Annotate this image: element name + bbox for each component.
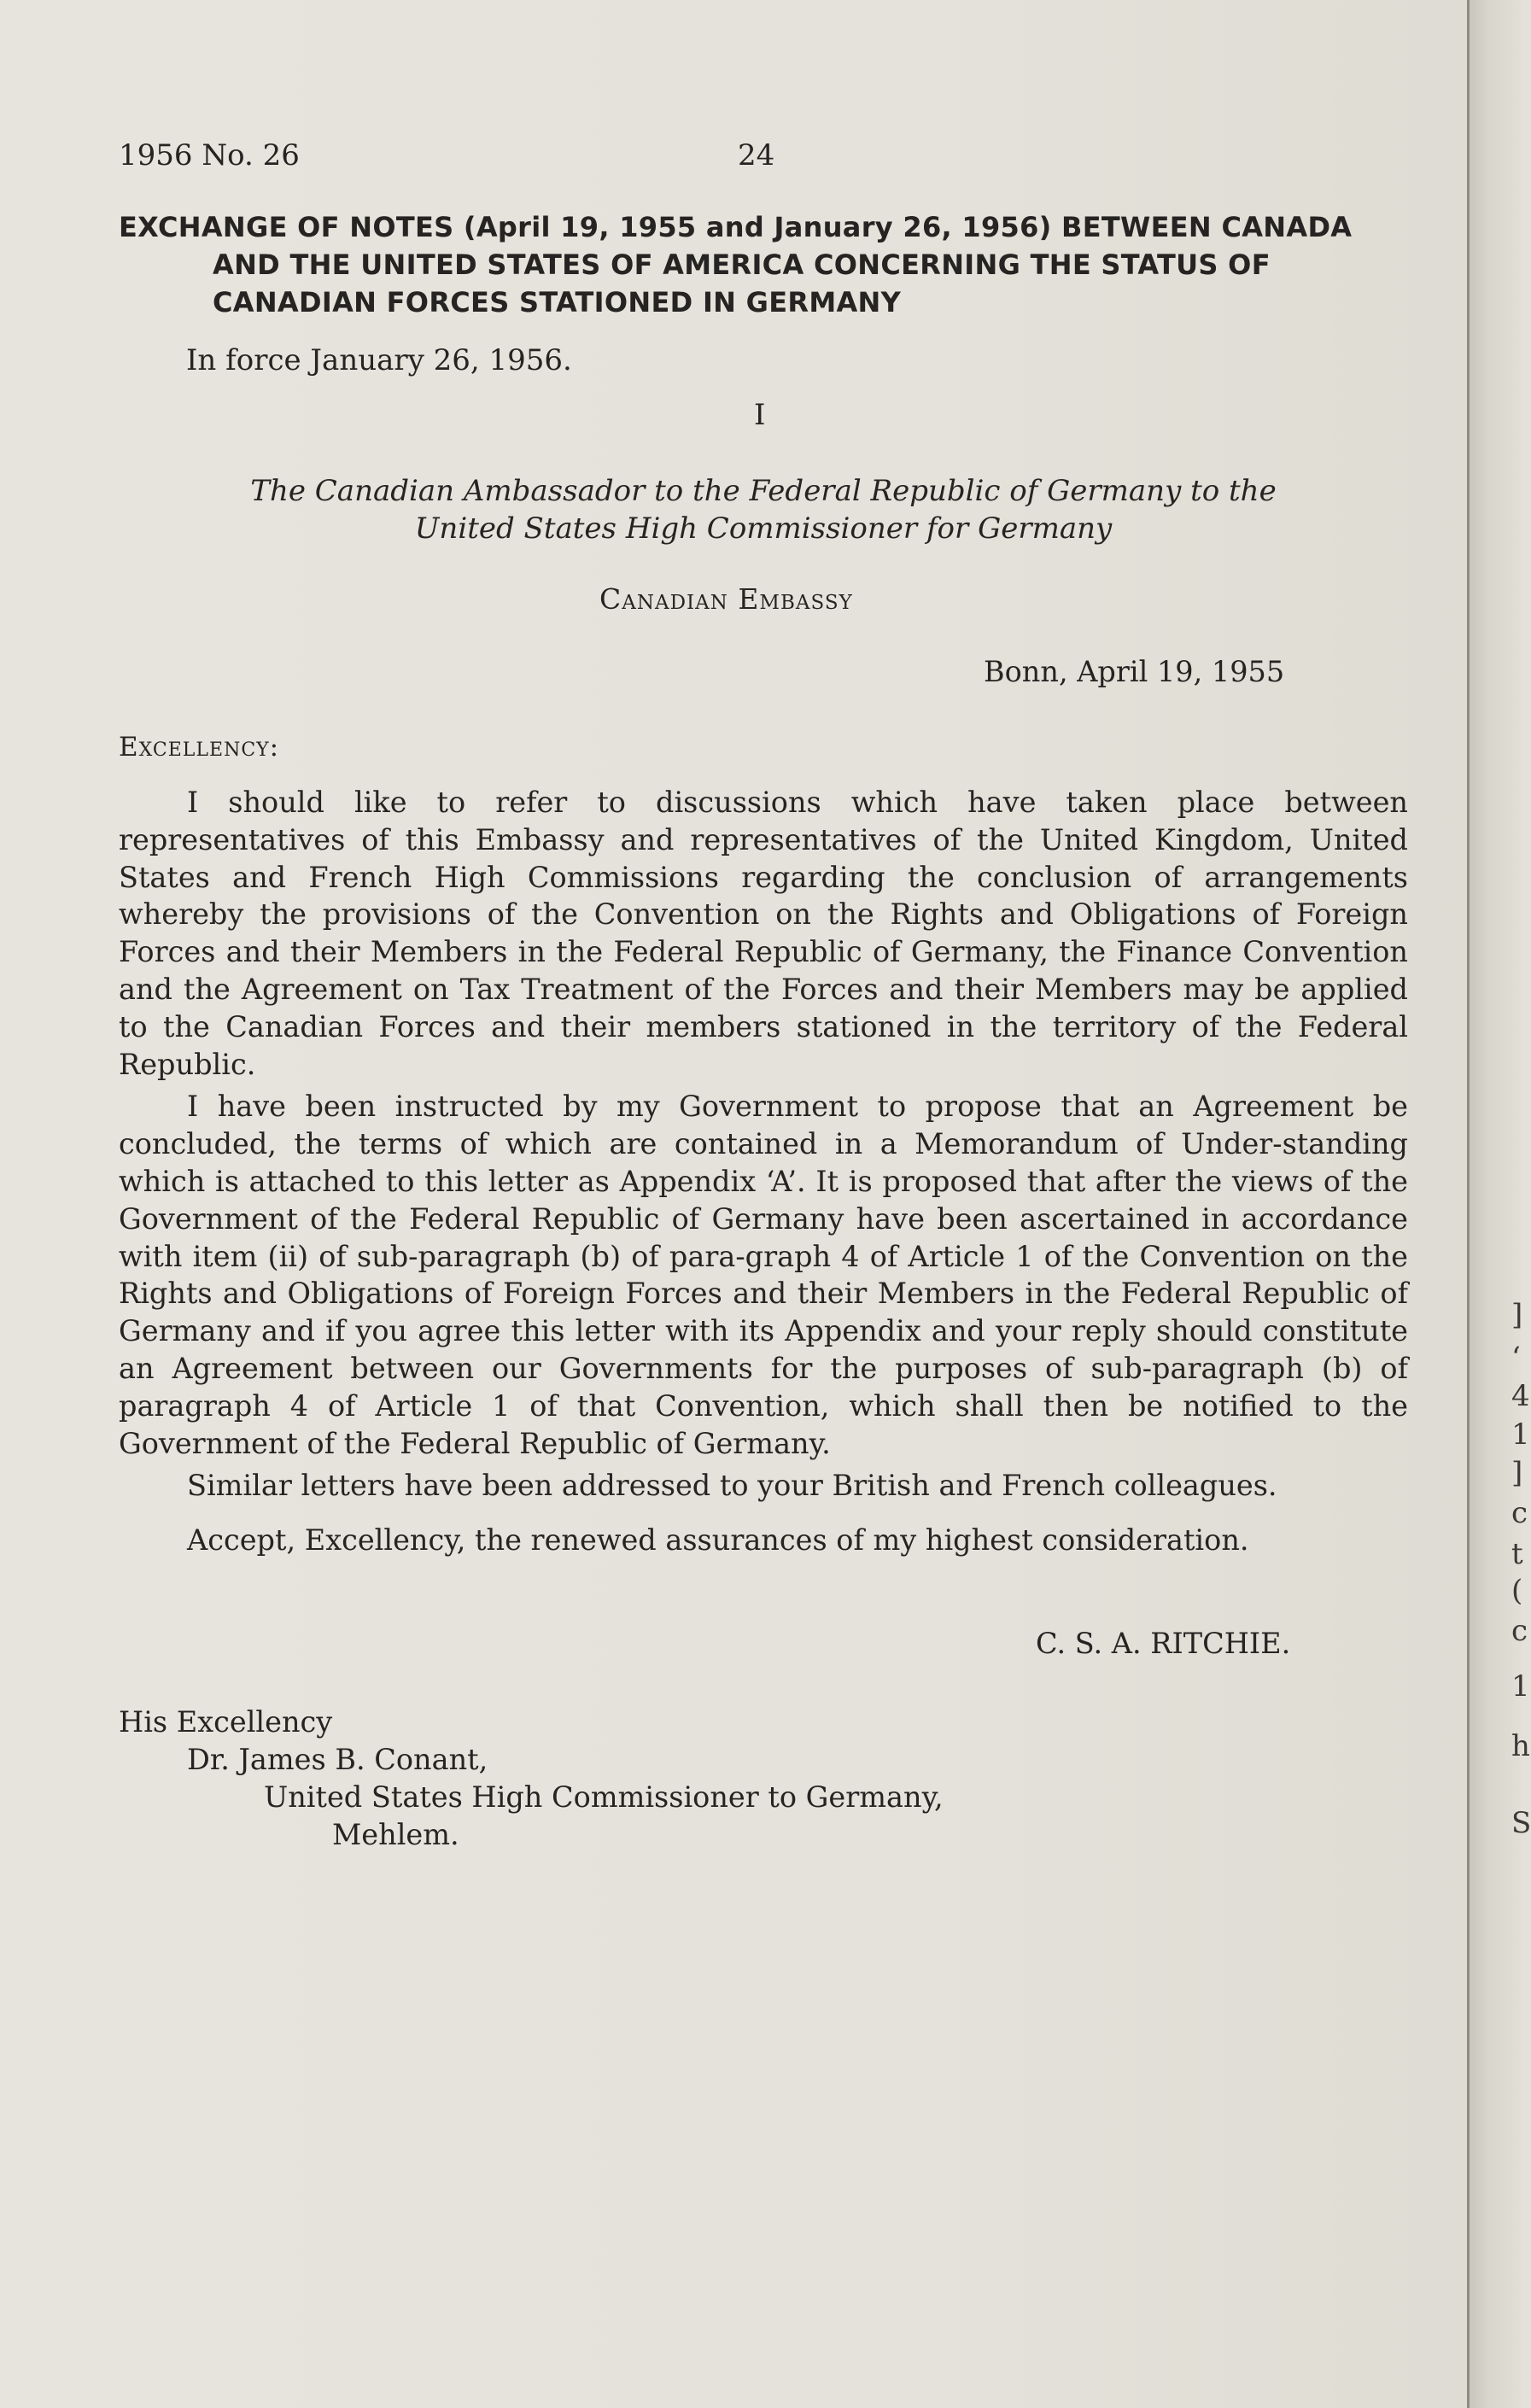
page-number: 24 [738, 138, 775, 172]
addressing-block [119, 472, 1408, 547]
embassy-heading: Canadian Embassy [599, 582, 853, 616]
letter-body [119, 784, 1408, 1559]
title-line-1: EXCHANGE OF NOTES (April 19, 1955 and January 26, 1956) BETWEEN CANADA [119, 211, 1353, 243]
body-paragraph-4: Accept, Excellency, the renewed assurances of my highest consideration. [187, 1523, 1249, 1558]
margin-glyph: 1 [1511, 1669, 1530, 1704]
recipient-block [119, 1704, 944, 1854]
recipient-line-3: United States High Commissioner to Germany, [264, 1780, 944, 1814]
in-force-date: In force January 26, 1956. [186, 343, 572, 377]
margin-glyph: c [1511, 1496, 1528, 1530]
body-paragraph-2: I have been instructed by my Government to propose that an Agreement be concluded, the terms of which are contained in a Memorandum of Under-standing which is attached to this letter as Appendix ‘A’. It is proposed that after the views of the Government of the Federal Republic of Germany have been ascertained in accordance with item (ii) of sub-paragraph (b) of para-graph 4 of Article 1 of the Convention on the Rights and Obligations of Foreign Forces and their Members in the Federal Republic of Germany and if you agree this letter with its Appendix and your reply should constitute an Agreement between our Governments for the purposes of sub-paragraph (b) of paragraph 4 of Article 1 of that Convention, which shall then be notified to the Government of the Federal Republic of Germany. [119, 1090, 1408, 1460]
recipient-line-2: Dr. James B. Conant, [187, 1743, 488, 1776]
margin-glyph: ( [1511, 1574, 1523, 1608]
margin-glyph: 4 [1511, 1379, 1530, 1413]
document-title [119, 208, 1417, 321]
margin-glyph: ] [1511, 1456, 1523, 1490]
margin-glyph: S [1511, 1806, 1531, 1840]
margin-glyph: 1 [1511, 1417, 1530, 1452]
margin-glyph: ‘ [1511, 1341, 1521, 1375]
title-line-3: CANADIAN FORCES STATIONED IN GERMANY [213, 286, 902, 319]
signature: C. S. A. RITCHIE. [1036, 1627, 1291, 1660]
place-and-date: Bonn, April 19, 1955 [984, 655, 1285, 688]
addressing-line-2: United States High Commissioner for Germany [414, 511, 1113, 546]
title-line-2: AND THE UNITED STATES OF AMERICA CONCERNING THE STATUS OF [213, 248, 1271, 281]
body-paragraph-1: I should like to refer to discussions which have taken place between representatives of this Embassy and representatives of the United Kingdom, United States and French High Commissions regarding the conclusion of arrangements whereby the provisions of the Convention on the Rights and Obligations of Foreign Forces and their Members in the Federal Republic of Germany, the Finance Convention and the Agreement on Tax Treatment of the Forces and their Members may be applied to the Canadian Forces and their members stationed in the territory of the Federal Republic. [119, 786, 1408, 1081]
margin-glyph: c [1511, 1614, 1528, 1648]
margin-glyph: h [1511, 1729, 1530, 1763]
recipient-line-1: His Excellency [119, 1705, 333, 1739]
salutation: Excellency: [119, 732, 280, 763]
body-paragraph-3: Similar letters have been addressed to your British and French colleagues. [187, 1469, 1277, 1503]
book-spine-edge [1467, 0, 1522, 2408]
recipient-line-4: Mehlem. [332, 1818, 459, 1851]
addressing-line-1: The Canadian Ambassador to the Federal Republic of Germany to the [250, 474, 1277, 508]
margin-glyph: ] [1511, 1298, 1523, 1332]
running-header-left: 1956 No. 26 [119, 138, 300, 172]
section-number: I [754, 398, 766, 432]
margin-glyph: t [1511, 1537, 1523, 1571]
